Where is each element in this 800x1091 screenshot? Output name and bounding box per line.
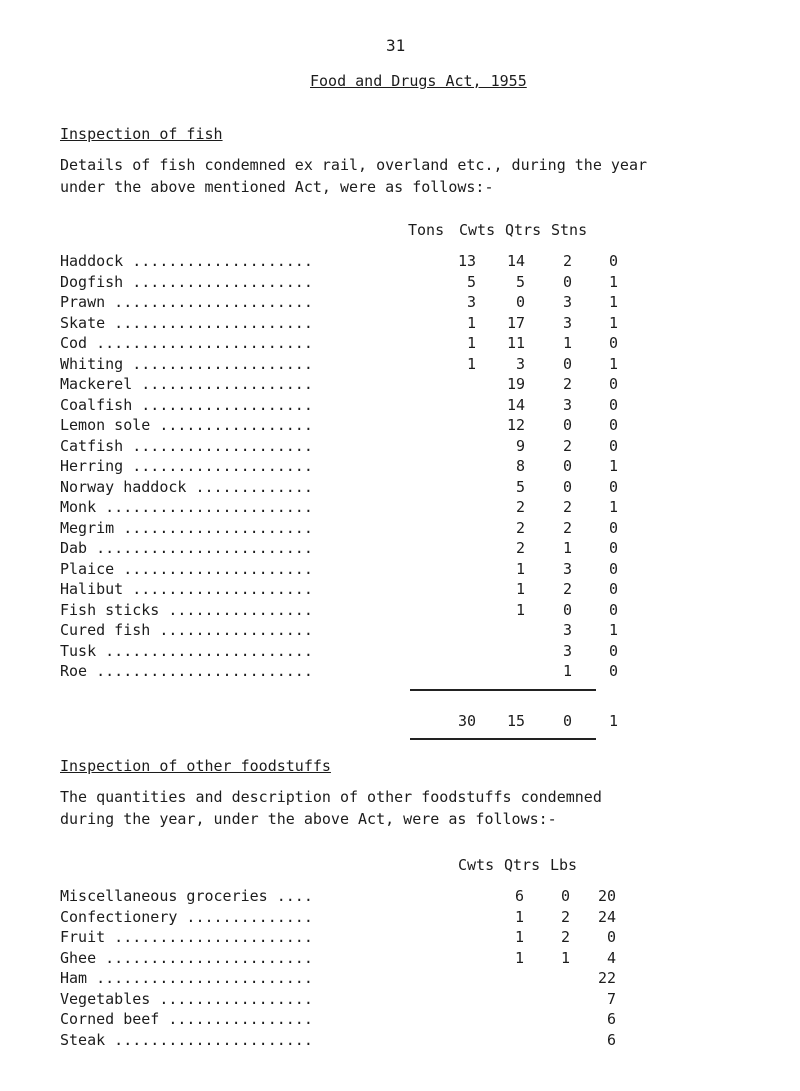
fish-row-item: Catfish .................... bbox=[60, 436, 313, 455]
fish-row-item: Prawn ...................... bbox=[60, 293, 313, 311]
other-row-lbs: 24 bbox=[597, 907, 616, 926]
fish-row-tons: 5 bbox=[466, 272, 476, 291]
fish-row-stns: 0 bbox=[608, 436, 618, 455]
fish-row bbox=[60, 314, 760, 336]
fish-row-cwts: 2 bbox=[515, 498, 525, 516]
fish-total-qtrs: 0 bbox=[562, 712, 572, 730]
fish-row-cwts: 17 bbox=[506, 313, 525, 332]
fish-row-qtrs: 3 bbox=[562, 293, 572, 311]
other-row-item: Ghee ....................... bbox=[60, 948, 313, 967]
other-row-lbs: 22 bbox=[597, 969, 616, 987]
fish-row-cwts: 1 bbox=[515, 600, 525, 619]
fish-row-item: Lemon sole ................. bbox=[60, 416, 313, 434]
fish-row-cwts: 0 bbox=[515, 293, 525, 311]
fish-row-cwts: 1 bbox=[515, 559, 525, 578]
fish-row-stns: 0 bbox=[608, 662, 618, 680]
other-row-item: Corned beef ................ bbox=[60, 1010, 313, 1028]
other-row bbox=[60, 1031, 760, 1053]
fish-row-qtrs: 2 bbox=[562, 580, 572, 598]
other-row-qtrs: 2 bbox=[560, 928, 570, 946]
fish-row-item: Roe ........................ bbox=[60, 662, 313, 680]
fish-intro-line-2: under the above mentioned Act, were as follows:- bbox=[60, 178, 494, 196]
fish-row bbox=[60, 355, 760, 377]
fish-row-qtrs: 3 bbox=[562, 641, 572, 660]
fish-row bbox=[60, 293, 760, 315]
other-intro-line-1: The quantities and description of other foodstuffs condemned bbox=[60, 788, 602, 806]
other-row-item: Miscellaneous groceries .... bbox=[60, 887, 313, 905]
fish-row-qtrs: 2 bbox=[562, 518, 572, 537]
other-row-cwts: 6 bbox=[514, 887, 524, 905]
fish-col-header-tons: Tons bbox=[408, 221, 445, 239]
fish-row-cwts: 19 bbox=[506, 375, 525, 393]
other-row-item: Confectionery .............. bbox=[60, 907, 313, 926]
fish-row-tons: 13 bbox=[457, 252, 476, 270]
fish-row-cwts: 12 bbox=[506, 416, 525, 434]
fish-row bbox=[60, 621, 760, 643]
fish-row-item: Tusk ....................... bbox=[60, 641, 313, 660]
fish-row-qtrs: 2 bbox=[562, 498, 572, 516]
fish-row bbox=[60, 396, 760, 418]
fish-row-stns: 1 bbox=[608, 354, 618, 373]
fish-row-stns: 0 bbox=[608, 375, 618, 393]
other-row-item: Fruit ...................... bbox=[60, 928, 313, 946]
fish-row-cwts: 14 bbox=[506, 395, 525, 414]
fish-row-qtrs: 0 bbox=[562, 272, 572, 291]
other-row-lbs: 6 bbox=[606, 1030, 616, 1049]
fish-total-cwts: 15 bbox=[506, 712, 525, 730]
fish-row-stns: 0 bbox=[608, 416, 618, 434]
fish-row-item: Whiting .................... bbox=[60, 354, 313, 373]
other-row bbox=[60, 908, 760, 930]
other-row bbox=[60, 928, 760, 950]
fish-row-qtrs: 0 bbox=[562, 354, 572, 373]
fish-row-qtrs: 2 bbox=[562, 375, 572, 393]
fish-row bbox=[60, 642, 760, 664]
fish-row-qtrs: 1 bbox=[562, 662, 572, 680]
fish-row-qtrs: 0 bbox=[562, 416, 572, 434]
act-title: Food and Drugs Act, 1955 bbox=[310, 72, 527, 90]
fish-col-header-cwts: Cwts bbox=[459, 221, 496, 239]
other-row-lbs: 7 bbox=[606, 989, 616, 1008]
fish-row-cwts: 14 bbox=[506, 252, 525, 270]
fish-row-cwts: 5 bbox=[515, 272, 525, 291]
fish-row-stns: 1 bbox=[608, 498, 618, 516]
fish-row-qtrs: 3 bbox=[562, 621, 572, 639]
fish-row-qtrs: 0 bbox=[562, 457, 572, 475]
fish-row bbox=[60, 416, 760, 438]
fish-row-cwts: 9 bbox=[515, 436, 525, 455]
other-row-qtrs: 2 bbox=[560, 907, 570, 926]
other-row bbox=[60, 969, 760, 991]
fish-row bbox=[60, 437, 760, 459]
fish-row-item: Monk ....................... bbox=[60, 498, 313, 516]
fish-total-rule-bottom bbox=[410, 738, 596, 740]
fish-row bbox=[60, 539, 760, 561]
other-col-header-qtrs: Qtrs bbox=[504, 856, 541, 874]
fish-row-stns: 0 bbox=[608, 395, 618, 414]
fish-row-stns: 0 bbox=[608, 539, 618, 557]
other-row-item: Vegetables ................. bbox=[60, 989, 313, 1008]
fish-row-qtrs: 1 bbox=[562, 334, 572, 352]
fish-col-header-stns: Stns bbox=[551, 221, 588, 239]
other-row-item: Ham ........................ bbox=[60, 969, 313, 987]
fish-row bbox=[60, 273, 760, 295]
other-row bbox=[60, 1010, 760, 1032]
fish-row-qtrs: 3 bbox=[562, 559, 572, 578]
fish-row-cwts: 2 bbox=[515, 539, 525, 557]
fish-row-cwts: 8 bbox=[515, 457, 525, 475]
other-row-item: Steak ...................... bbox=[60, 1030, 313, 1049]
fish-row-item: Dogfish .................... bbox=[60, 272, 313, 291]
fish-row-stns: 0 bbox=[608, 477, 618, 496]
fish-row-stns: 0 bbox=[608, 518, 618, 537]
fish-total-stns: 1 bbox=[608, 712, 618, 730]
other-row-lbs: 0 bbox=[606, 928, 616, 946]
fish-total-tons: 30 bbox=[457, 712, 476, 730]
fish-row-cwts: 2 bbox=[515, 518, 525, 537]
fish-row-stns: 1 bbox=[608, 621, 618, 639]
fish-row-item: Fish sticks ................ bbox=[60, 600, 313, 619]
other-col-header-lbs: Lbs bbox=[550, 856, 578, 874]
fish-row-stns: 0 bbox=[608, 580, 618, 598]
other-row-cwts: 1 bbox=[514, 928, 524, 946]
other-row-qtrs: 1 bbox=[560, 948, 570, 967]
fish-row-qtrs: 2 bbox=[562, 252, 572, 270]
fish-row bbox=[60, 252, 760, 274]
other-row-cwts: 1 bbox=[514, 948, 524, 967]
fish-row-item: Norway haddock ............. bbox=[60, 477, 313, 496]
fish-row-qtrs: 0 bbox=[562, 477, 572, 496]
fish-row-qtrs: 3 bbox=[562, 395, 572, 414]
fish-col-header-qtrs: Qtrs bbox=[505, 221, 542, 239]
page-number: 31 bbox=[386, 36, 406, 55]
fish-row-item: Mackerel ................... bbox=[60, 375, 313, 393]
other-row-lbs: 4 bbox=[606, 948, 616, 967]
fish-section-heading: Inspection of fish bbox=[60, 125, 223, 143]
other-row bbox=[60, 949, 760, 971]
other-row-qtrs: 0 bbox=[560, 887, 570, 905]
fish-row-stns: 0 bbox=[608, 334, 618, 352]
fish-intro-line-1: Details of fish condemned ex rail, overland etc., during the year bbox=[60, 156, 647, 174]
other-row-lbs: 20 bbox=[597, 887, 616, 905]
fish-row-stns: 1 bbox=[608, 457, 618, 475]
fish-row-qtrs: 1 bbox=[562, 539, 572, 557]
fish-row bbox=[60, 580, 760, 602]
fish-row-qtrs: 2 bbox=[562, 436, 572, 455]
fish-row bbox=[60, 601, 760, 623]
other-col-header-cwts: Cwts bbox=[458, 856, 495, 874]
fish-row-item: Halibut .................... bbox=[60, 580, 313, 598]
fish-row-tons: 1 bbox=[466, 334, 476, 352]
fish-row-stns: 1 bbox=[608, 293, 618, 311]
fish-row-cwts: 1 bbox=[515, 580, 525, 598]
fish-row-tons: 1 bbox=[466, 313, 476, 332]
fish-total-row bbox=[60, 712, 760, 734]
other-row bbox=[60, 990, 760, 1012]
fish-row-qtrs: 0 bbox=[562, 600, 572, 619]
fish-row bbox=[60, 560, 760, 582]
other-row-lbs: 6 bbox=[606, 1010, 616, 1028]
fish-row bbox=[60, 519, 760, 541]
fish-row bbox=[60, 334, 760, 356]
fish-row bbox=[60, 375, 760, 397]
fish-row bbox=[60, 457, 760, 479]
fish-row-item: Megrim ..................... bbox=[60, 518, 313, 537]
fish-row-item: Skate ...................... bbox=[60, 313, 313, 332]
other-intro-line-2: during the year, under the above Act, were as follows:- bbox=[60, 810, 557, 828]
other-section-heading: Inspection of other foodstuffs bbox=[60, 757, 331, 775]
fish-row-cwts: 5 bbox=[515, 477, 525, 496]
fish-row-stns: 0 bbox=[608, 600, 618, 619]
fish-row-qtrs: 3 bbox=[562, 313, 572, 332]
fish-row-item: Cod ........................ bbox=[60, 334, 313, 352]
fish-row-item: Dab ........................ bbox=[60, 539, 313, 557]
fish-row bbox=[60, 498, 760, 520]
fish-row-item: Haddock .................... bbox=[60, 252, 313, 270]
fish-row-stns: 0 bbox=[608, 559, 618, 578]
fish-row-tons: 3 bbox=[466, 293, 476, 311]
fish-row-item: Plaice ..................... bbox=[60, 559, 313, 578]
fish-row-item: Herring .................... bbox=[60, 457, 313, 475]
fish-row-stns: 0 bbox=[608, 252, 618, 270]
fish-row-stns: 0 bbox=[608, 641, 618, 660]
fish-row-stns: 1 bbox=[608, 313, 618, 332]
fish-row bbox=[60, 478, 760, 500]
fish-row-tons: 1 bbox=[466, 354, 476, 373]
other-row bbox=[60, 887, 760, 909]
fish-row-stns: 1 bbox=[608, 272, 618, 291]
fish-row bbox=[60, 662, 760, 684]
other-row-cwts: 1 bbox=[514, 907, 524, 926]
fish-row-cwts: 3 bbox=[515, 354, 525, 373]
fish-row-item: Coalfish ................... bbox=[60, 395, 313, 414]
fish-row-cwts: 11 bbox=[506, 334, 525, 352]
fish-total-rule-top bbox=[410, 689, 596, 691]
fish-row-item: Cured fish ................. bbox=[60, 621, 313, 639]
